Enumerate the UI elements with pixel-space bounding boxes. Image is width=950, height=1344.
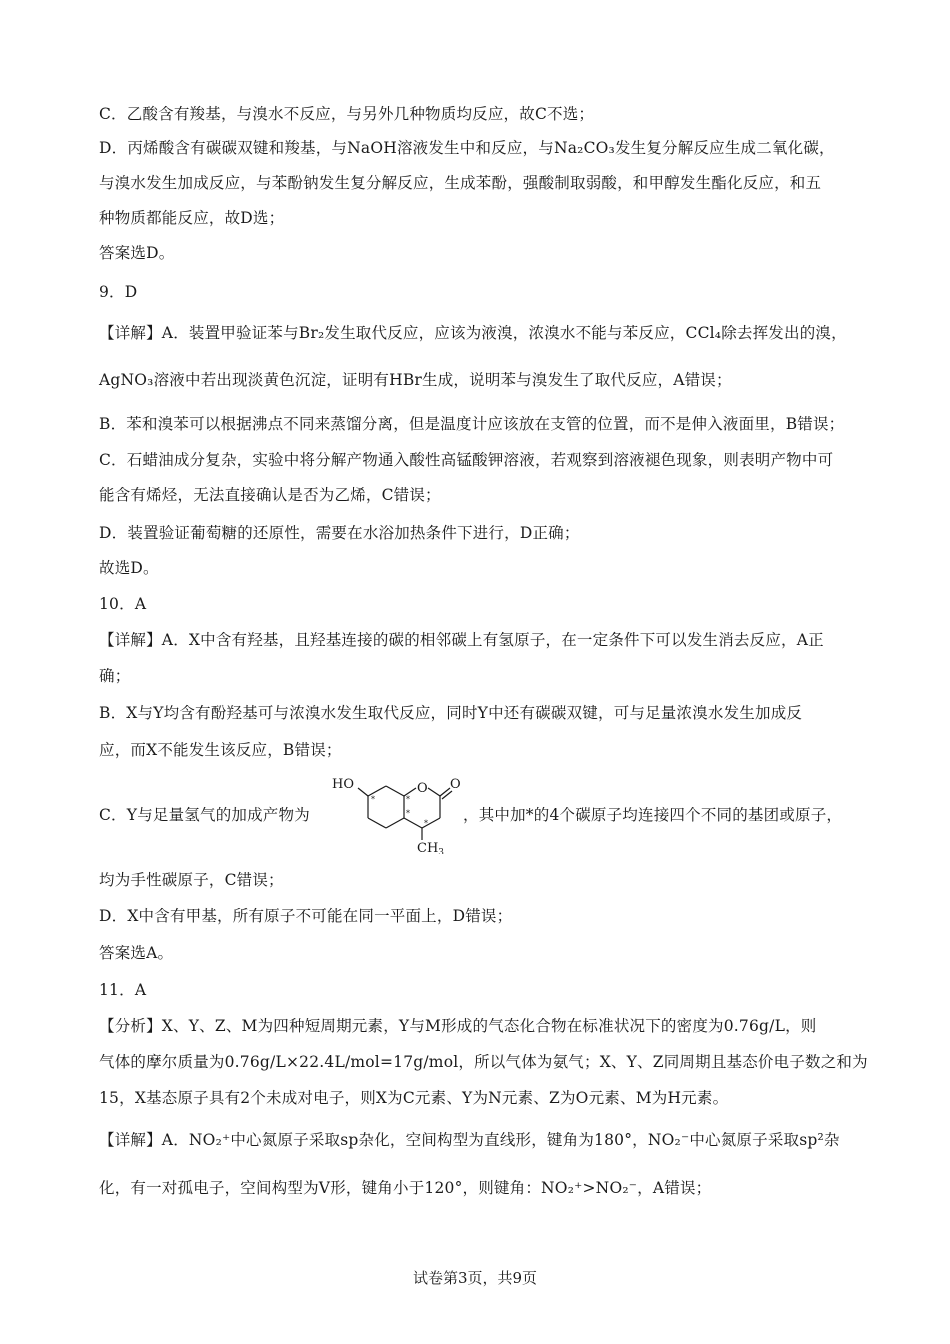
- text-line: B．X与Y均含有酚羟基可与浓溴水发生取代反应，同时Y中还有碳碳双键，可与足量浓溴水发生加成反: [99, 704, 803, 722]
- text-line: C．Y与足量氢气的加成产物为: [99, 806, 310, 824]
- text-line: 化，有一对孤电子，空间构型为V形，键角小于120°，则键角：NO₂⁺>NO₂⁻，A错误；: [99, 1179, 712, 1197]
- text-line: 种物质都能反应，故D选；: [99, 209, 285, 227]
- text-line: AgNO₃溶液中若出现淡黄色沉淀，证明有HBr生成，说明苯与溴发生了取代反应，A错误；: [99, 371, 732, 389]
- chiral-star-mark: *: [406, 809, 410, 818]
- text-line: 确；: [99, 667, 131, 685]
- text-line: D．X中含有甲基，所有原子不可能在同一平面上，D错误；: [99, 907, 513, 925]
- text-line: 【分析】X、Y、Z、M为四种短周期元素，Y与M形成的气态化合物在标准状况下的密度为0.76g/L，则: [99, 1017, 817, 1035]
- chiral-star-mark: *: [424, 819, 428, 828]
- chiral-star-mark: *: [371, 795, 375, 804]
- text-line: 与溴水发生加成反应，与苯酚钠发生复分解反应，生成苯酚，强酸制取弱酸，和甲醇发生酯化反应，和五: [99, 174, 822, 192]
- text-line: ，其中加*的4个碳原子均连接四个不同的基团或原子，: [463, 806, 843, 824]
- molecule-structure: [328, 774, 468, 854]
- methyl-label: $CH_3$: [417, 841, 445, 854]
- question-number: 11．A: [99, 981, 147, 999]
- ho-label: HO: [332, 777, 354, 792]
- text-line: 故选D。: [99, 559, 159, 577]
- text-line: C．石蜡油成分复杂，实验中将分解产物通入酸性高锰酸钾溶液，若观察到溶液褪色现象，则表明产物中可: [99, 451, 834, 469]
- text-line: B．苯和溴苯可以根据沸点不同来蒸馏分离，但是温度计应该放在支管的位置，而不是伸入液面里，B错误；: [99, 415, 845, 433]
- question-number: 10．A: [99, 595, 147, 613]
- text-line: C．乙酸含有羧基，与溴水不反应，与另外几种物质均反应，故C不选；: [99, 105, 595, 123]
- text-line: 【详解】A．NO₂⁺中心氮原子采取sp杂化，空间构型为直线形，键角为180°，NO₂⁻中心氮原子采取sp²杂: [99, 1131, 840, 1149]
- text-line: D．装置验证葡萄糖的还原性，需要在水浴加热条件下进行，D正确；: [99, 524, 580, 542]
- text-line: 答案选D。: [99, 244, 175, 262]
- text-line: 能含有烯烃，无法直接确认是否为乙烯，C错误；: [99, 486, 441, 504]
- question-number: 9．D: [99, 283, 138, 301]
- page-footer: 试卷第3页，共9页: [412, 1269, 538, 1287]
- text-line: 均为手性碳原子，C错误；: [99, 871, 284, 889]
- text-line: 15，X基态原子具有2个未成对电子，则X为C元素、Y为N元素、Z为O元素、M为H元素。: [99, 1089, 729, 1107]
- text-line: 答案选A。: [99, 944, 174, 962]
- text-line: 应，而X不能发生该反应，B错误；: [99, 741, 342, 759]
- text-line: D．丙烯酸含有碳碳双键和羧基，与NaOH溶液发生中和反应，与Na₂CO₃发生复分解反应生成二氧化碳，: [99, 139, 835, 157]
- chiral-star-mark: *: [406, 795, 410, 804]
- carbonyl-oxygen-label: O: [450, 777, 461, 792]
- text-line: 气体的摩尔质量为0.76g/L×22.4L/mol=17g/mol，所以气体为氨气；X、Y、Z同周期且基态价电子数之和为: [99, 1053, 868, 1071]
- ring-oxygen-label: O: [417, 781, 428, 796]
- text-line: 【详解】A．装置甲验证苯与Br₂发生取代反应，应该为液溴，浓溴水不能与苯反应，CCl₄除去挥发出的溴，: [99, 324, 847, 342]
- text-line: 【详解】A．X中含有羟基，且羟基连接的碳的相邻碳上有氢原子，在一定条件下可以发生消去反应，A正: [99, 631, 824, 649]
